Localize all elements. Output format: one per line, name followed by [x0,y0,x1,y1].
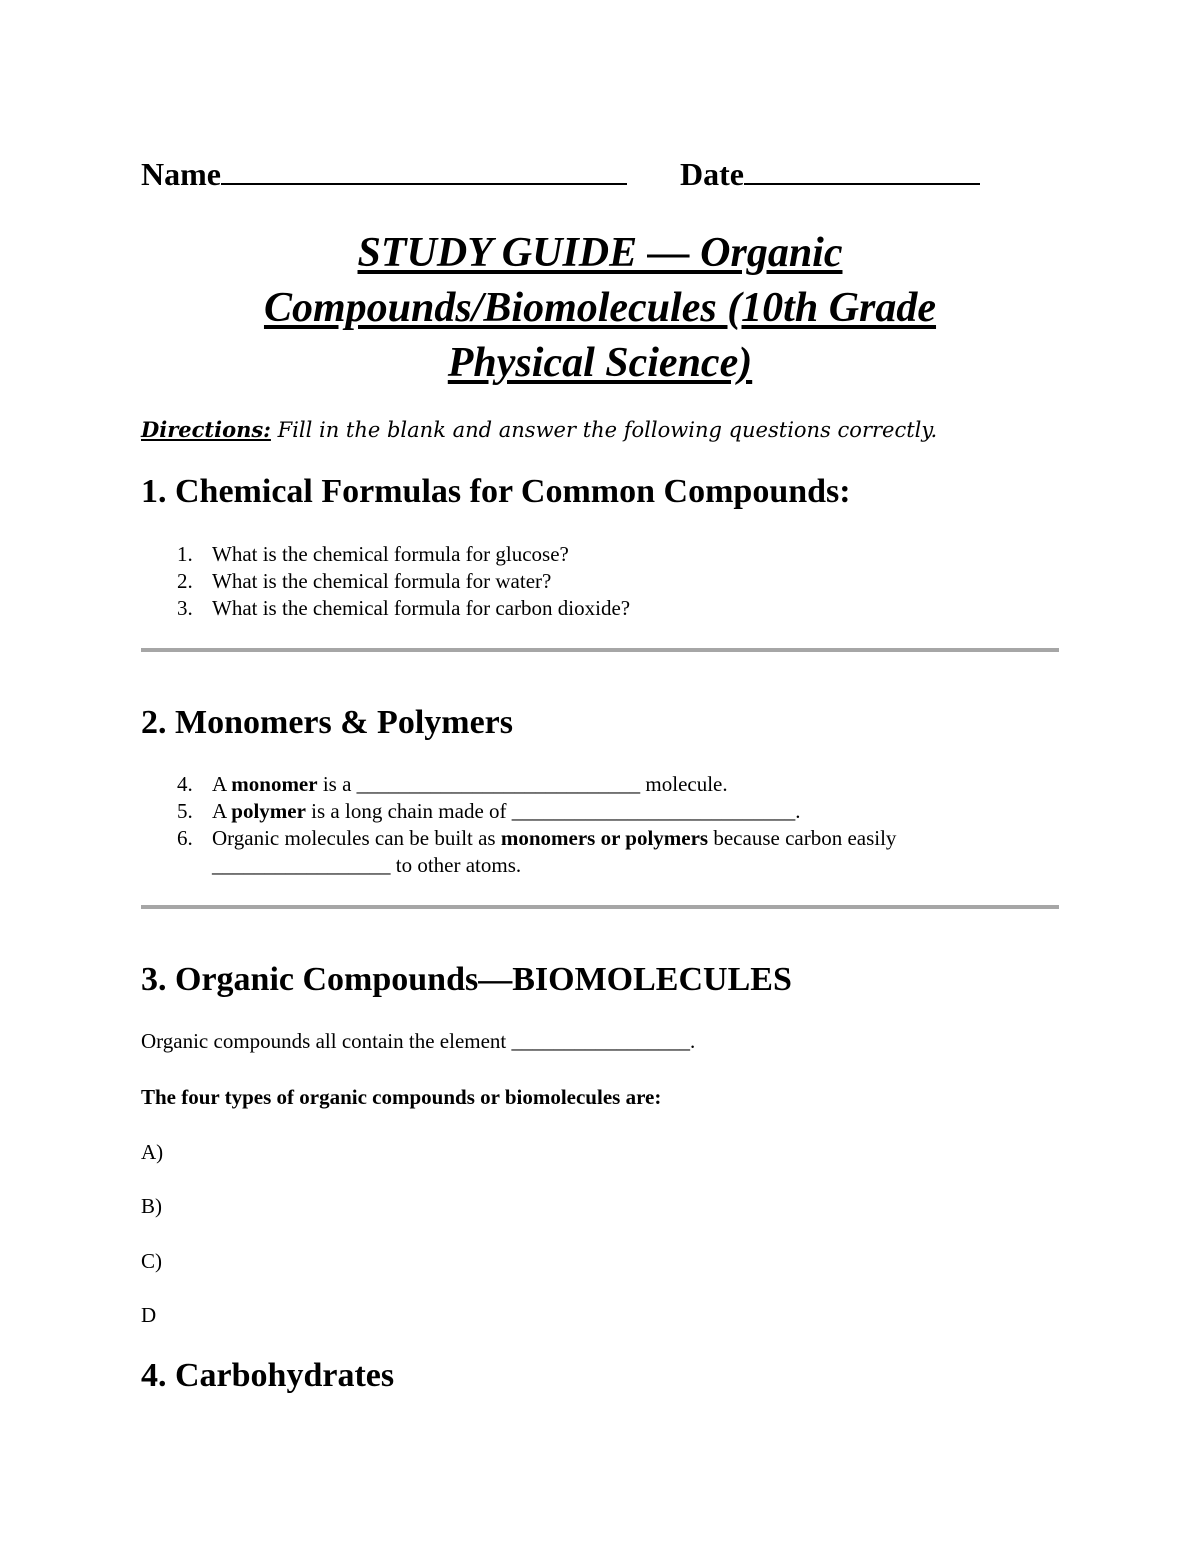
directions [141,416,937,444]
question-text: is a [317,772,357,796]
question-3 [141,595,1041,622]
question-text: A [212,772,232,796]
question-4 [141,771,1041,798]
question-text: Organic molecules can be built as [212,826,501,850]
question-number: 1. [177,542,193,566]
title-line-2: Compounds/Biomolecules (10th Grade [263,285,937,331]
question-number: 2. [177,569,193,593]
question-text: Organic compounds all contain the element [141,1029,512,1053]
option-a: A) [141,1140,164,1164]
title-line-1: STUDY GUIDE — Organic [357,230,843,276]
question-5 [141,798,1041,825]
question-number: 6. [177,826,193,850]
section-3-title: 3. Organic Compounds—BIOMOLECULES [141,961,792,998]
option-c: C) [141,1249,162,1273]
answer-blank[interactable]: _________________ [212,853,391,877]
four-types-heading: The four types of organic compounds or biomolecules are: [141,1085,662,1109]
question-text: molecule. [640,772,728,796]
answer-blank[interactable]: _________________ [511,1029,691,1053]
answer-blank[interactable]: ___________________________ [511,799,796,823]
date-label: Date [680,156,744,192]
question-number: 3. [177,596,193,620]
question-text: to other atoms. [390,853,522,877]
question-text: is a long chain made of [305,799,512,823]
question-text: A [212,799,232,823]
question-text: . [690,1029,696,1053]
section-2-questions [141,771,1041,879]
question-text: What is the chemical formula for carbon dioxide? [212,596,631,620]
answer-blank[interactable]: ___________________________ [356,772,641,796]
question-6 [141,825,1041,879]
question-number: 4. [177,772,193,796]
option-b: B) [141,1194,162,1218]
question-1 [141,541,1041,568]
key-term: polymer [231,799,306,823]
section-2-title: 2. Monomers & Polymers [141,704,514,741]
question-text: What is the chemical formula for glucose? [212,542,569,566]
date-field[interactable] [680,152,980,196]
key-term: monomer [231,772,318,796]
name-label: Name [141,156,221,192]
title-line-3: Physical Science) [447,340,753,386]
question-2 [141,568,1041,595]
section-divider [141,905,1059,909]
question-text: because carbon easily [708,826,897,850]
section-divider [141,648,1059,652]
name-field[interactable] [141,152,627,196]
key-term: monomers or polymers [500,826,709,850]
question-text: . [795,799,801,823]
element-question [141,1027,695,1055]
directions-label: Directions: [141,417,271,442]
date-blank-line[interactable] [744,153,980,185]
question-text: What is the chemical formula for water? [212,569,552,593]
page-title [140,226,1060,391]
section-1-questions [141,541,1041,622]
option-d: D [141,1303,157,1327]
question-number: 5. [177,799,193,823]
directions-text: Fill in the blank and answer the following questions correctly. [270,418,938,442]
section-1-title: 1. Chemical Formulas for Common Compounds: [141,473,851,510]
name-blank-line[interactable] [221,153,627,185]
section-4-title: 4. Carbohydrates [141,1357,395,1394]
